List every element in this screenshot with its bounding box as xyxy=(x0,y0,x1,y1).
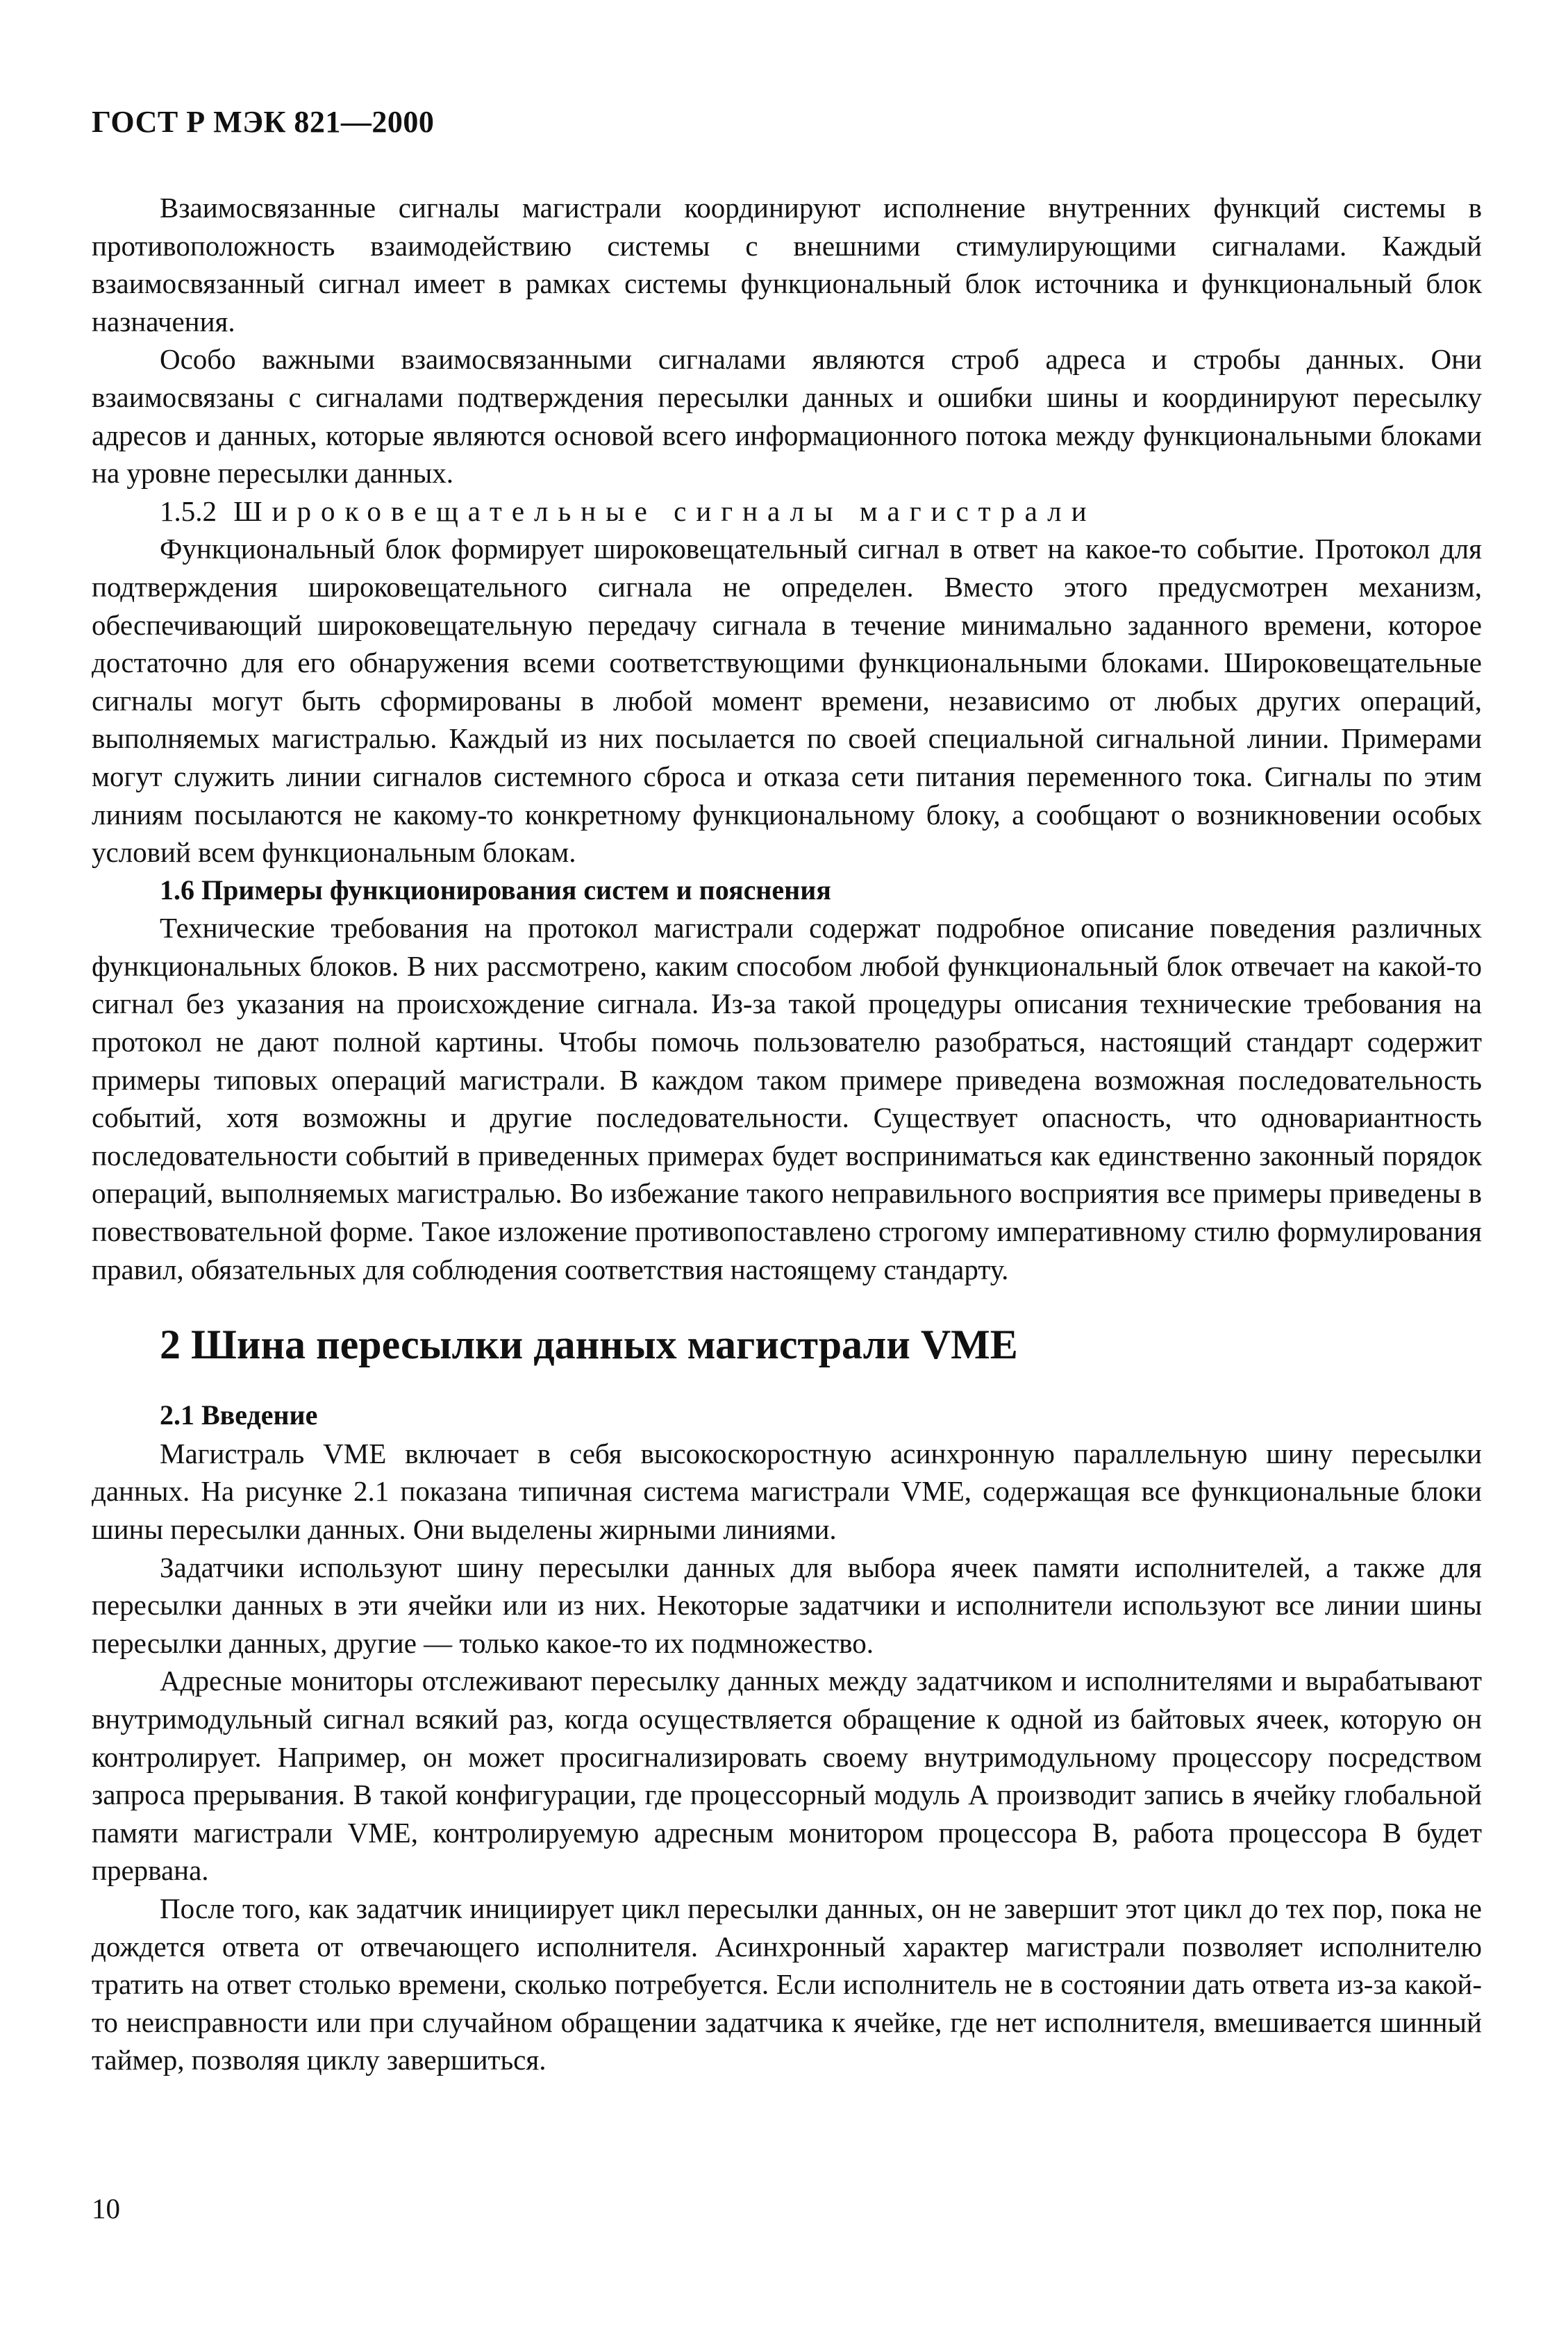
paragraph: Адресные мониторы отслеживают пересылку данных между задатчиком и исполнителями и вырабатывают внутримодульный сигнал всякий раз, когда осуществляется обращение к одной из байтовых ячеек, которую он контролирует. Например, он может просигнализировать своему внутримодульному процессору посредством запроса прерывания. В такой конфигурации, где процессорный модуль А производит запись в ячейку глобальной памяти магистрали VME, контролируемую адресным монитором процессора В, работа процессора В будет прервана. xyxy=(92,1665,1482,1887)
paragraph: Функциональный блок формирует широковещательный сигнал в ответ на какое-то событие. Протокол для подтверждения широковещательного сигнала не определен. Вместо этого предусмотрен механизм, обеспечивающий широковещательную передачу сигнала в течение минимально заданного времени, которое достаточно для его обнаружения всеми соответствующими функциональными блоками. Широковещательные сигналы могут быть сформированы в любой момент времени, независимо от любых других операций, выполняемых магистралью. Каждый из них посылается по своей специальной сигнальной линии. Примерами могут служить линии сигналов системного сброса и отказа сети питания переменного тока. Сигналы по этим линиям посылаются не какому-то конкретному функциональному блоку, а сообщают о возникновении особых условий всем функциональным блокам. xyxy=(92,533,1482,869)
paragraph: Особо важными взаимосвязанными сигналами являются строб адреса и стробы данных. Они взаимосвязаны с сигналами подтверждения пересылки данных и ошибки шины и координируют пересылку адресов и данных, которые являются основой всего информационного потока между функциональными блоками на уровне пересылки данных. xyxy=(92,343,1482,490)
paragraph: Магистраль VME включает в себя высокоскоростную асинхронную параллельную шину пересылки данных. На рисунке 2.1 показана типичная система магистрали VME, содержащая все функциональные блоки шины пересылки данных. Они выделены жирными линиями. xyxy=(92,1437,1482,1545)
subsection-heading-1-6: 1.6 Примеры функционирования систем и пояснения xyxy=(160,874,831,906)
document-body xyxy=(92,189,1482,2079)
subsection-number: 1.5.2 xyxy=(160,494,217,527)
paragraph: Взаимосвязанные сигналы магистрали координируют исполнение внутренних функций системы в противоположность взаимодействию системы с внешними стимулирующими сигналами. Каждый взаимосвязанный сигнал имеет в рамках системы функциональный блок источника и функциональный блок назначения. xyxy=(92,192,1482,338)
section-heading-2: 2 Шина пересылки данных магистрали VME xyxy=(160,1322,1018,1368)
subsection-heading-2-1: 2.1 Введение xyxy=(160,1399,318,1431)
paragraph: Технические требования на протокол магистрали содержат подробное описание поведения различных функциональных блоков. В них рассмотрено, каким способом любой функциональный блок отвечает на какой-то сигнал без указания на происхождение сигнала. Из-за такой процедуры описания технические требования на протокол не дают полной картины. Чтобы помочь пользователю разобраться, настоящий стандарт содержит примеры типовых операций магистрали. В каждом таком примере приведена возможная последовательность событий, хотя возможны и другие последовательности. Существует опасность, что одновариантность последовательности событий в приведенных примерах будет восприниматься как единственно законный порядок операций, выполняемых магистралью. Во избежание такого неправильного восприятия все примеры приведены в повествовательной форме. Такое изложение противопоставлено строгому императивному стилю формулирования правил, обязательных для соблюдения соответствия настоящему стандарту. xyxy=(92,912,1482,1285)
standard-header: ГОСТ Р МЭК 821—2000 xyxy=(92,105,435,139)
page-number: 10 xyxy=(92,2192,120,2224)
paragraph: После того, как задатчик инициирует цикл пересылки данных, он не завершит этот цикл до тех пор, пока не дождется ответа от отвечающего исполнителя. Асинхронный характер магистрали позволяет исполнителю тратить на ответ столько времени, сколько потребуется. Если исполнитель не в состоянии дать ответа из-за какой-то неисправности или при случайном обращении задатчика к ячейке, где нет исполнителя, вмешивается шинный таймер, позволяя циклу завершиться. xyxy=(92,1892,1482,2076)
paragraph: Задатчики используют шину пересылки данных для выбора ячеек памяти исполнителей, а также для пересылки данных в эти ячейки или из них. Некоторые задатчики и исполнители используют все линии шины пересылки данных, другие — только какое-то их подмножество. xyxy=(92,1551,1482,1659)
subsection-title: Широковещательные сигналы магистрали xyxy=(233,494,1096,527)
subsection-heading-1-5-2 xyxy=(92,492,1482,531)
